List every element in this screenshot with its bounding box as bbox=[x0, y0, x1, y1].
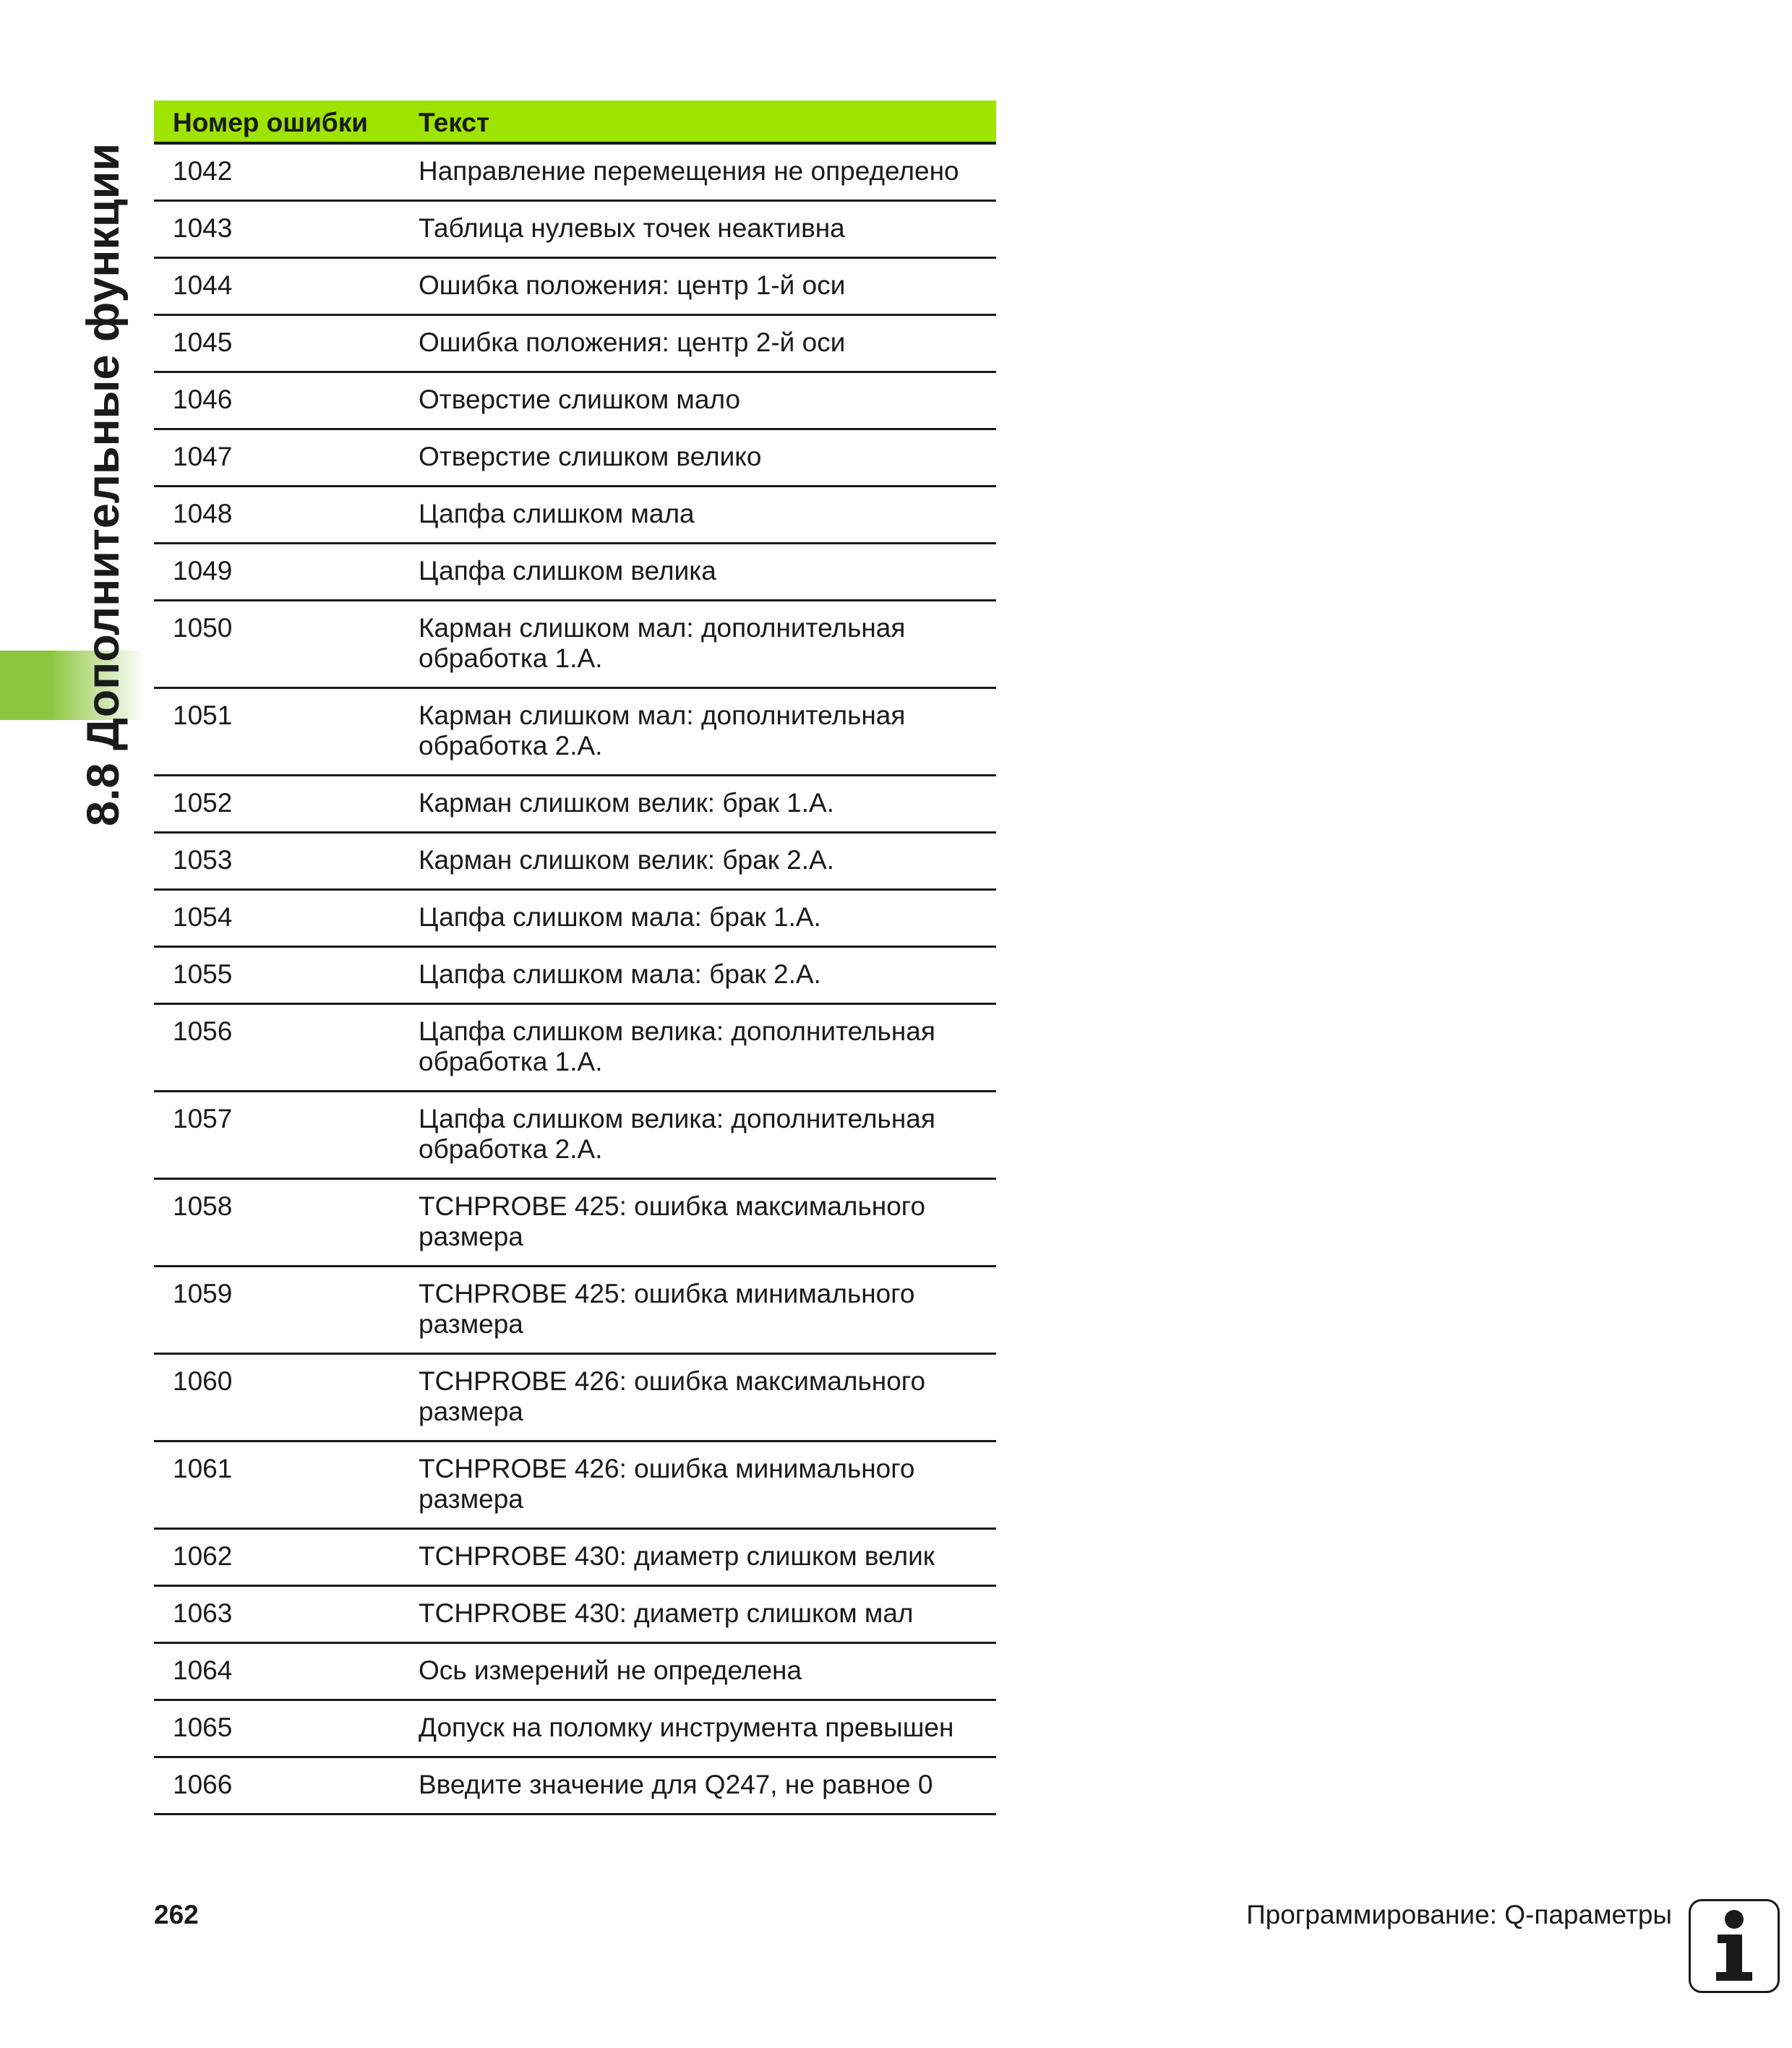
error-number-cell: 1045 bbox=[154, 315, 411, 372]
table-row bbox=[154, 601, 996, 688]
error-text-cell: Отверстие слишком велико bbox=[411, 429, 996, 487]
table-row bbox=[154, 258, 996, 315]
error-number-cell: 1049 bbox=[154, 544, 411, 601]
chapter-title: 8.8 Дополнительные функции bbox=[78, 142, 129, 826]
table-row bbox=[154, 1643, 996, 1700]
table-row bbox=[154, 1267, 996, 1354]
error-number-cell: 1052 bbox=[154, 776, 411, 833]
error-text-cell: Цапфа слишком велика: дополнительная обработка 2.A. bbox=[411, 1092, 996, 1179]
page-number: 262 bbox=[154, 1900, 199, 1929]
error-number-cell: 1046 bbox=[154, 372, 411, 429]
error-text-cell: Карман слишком велик: брак 2.A. bbox=[411, 833, 996, 890]
error-text-cell: Цапфа слишком мала: брак 1.A. bbox=[411, 890, 996, 947]
error-number-cell: 1050 bbox=[154, 601, 411, 688]
table-body bbox=[154, 143, 996, 1815]
error-number-cell: 1057 bbox=[154, 1092, 411, 1179]
error-text-cell: Ось измерений не определена bbox=[411, 1643, 996, 1700]
error-number-cell: 1042 bbox=[154, 143, 411, 201]
error-text-cell: Допуск на поломку инструмента превышен bbox=[411, 1700, 996, 1757]
error-number-cell: 1059 bbox=[154, 1267, 411, 1354]
table-row bbox=[154, 1700, 996, 1757]
table-row bbox=[154, 947, 996, 1004]
table-row bbox=[154, 1529, 996, 1586]
error-number-cell: 1048 bbox=[154, 487, 411, 544]
info-box bbox=[1689, 1899, 1780, 1993]
error-number-cell: 1051 bbox=[154, 688, 411, 776]
error-number-cell: 1055 bbox=[154, 947, 411, 1004]
error-text-cell: TCHPROBE 430: диаметр слишком мал bbox=[411, 1586, 996, 1643]
error-number-cell: 1060 bbox=[154, 1354, 411, 1441]
error-text-cell: Цапфа слишком мала bbox=[411, 487, 996, 544]
table-row bbox=[154, 544, 996, 601]
error-text-cell: Направление перемещения не определено bbox=[411, 143, 996, 201]
table-row bbox=[154, 776, 996, 833]
table-row bbox=[154, 201, 996, 258]
table-header-row bbox=[154, 100, 996, 143]
error-text-cell: Таблица нулевых точек неактивна bbox=[411, 201, 996, 258]
header-error-number: Номер ошибки bbox=[154, 100, 411, 143]
error-text-cell: Отверстие слишком мало bbox=[411, 372, 996, 429]
error-number-cell: 1043 bbox=[154, 201, 411, 258]
error-number-cell: 1062 bbox=[154, 1529, 411, 1586]
error-text-cell: Ошибка положения: центр 2-й оси bbox=[411, 315, 996, 372]
table-row bbox=[154, 143, 996, 201]
info-icon bbox=[1709, 1908, 1759, 1984]
error-number-cell: 1061 bbox=[154, 1441, 411, 1529]
error-number-cell: 1058 bbox=[154, 1179, 411, 1267]
table-row bbox=[154, 833, 996, 890]
error-number-cell: 1056 bbox=[154, 1004, 411, 1092]
table-row bbox=[154, 688, 996, 776]
table-row bbox=[154, 1179, 996, 1267]
error-text-cell: Цапфа слишком мала: брак 2.A. bbox=[411, 947, 996, 1004]
table-row bbox=[154, 1004, 996, 1092]
error-table bbox=[154, 100, 996, 1815]
error-number-cell: 1044 bbox=[154, 258, 411, 315]
table-row bbox=[154, 1586, 996, 1643]
table-row bbox=[154, 487, 996, 544]
error-text-cell: TCHPROBE 425: ошибка максимального размера bbox=[411, 1179, 996, 1267]
table-row bbox=[154, 1757, 996, 1815]
table-row bbox=[154, 890, 996, 947]
error-text-cell: Цапфа слишком велика: дополнительная обработка 1.A. bbox=[411, 1004, 996, 1092]
table-row bbox=[154, 429, 996, 487]
error-text-cell: TCHPROBE 425: ошибка минимального размера bbox=[411, 1267, 996, 1354]
error-text-cell: TCHPROBE 426: ошибка максимального размера bbox=[411, 1354, 996, 1441]
error-number-cell: 1064 bbox=[154, 1643, 411, 1700]
error-text-cell: Ошибка положения: центр 1-й оси bbox=[411, 258, 996, 315]
error-text-cell: Введите значение для Q247, не равное 0 bbox=[411, 1757, 996, 1815]
table-row bbox=[154, 372, 996, 429]
error-text-cell: Карман слишком мал: дополнительная обработка 2.A. bbox=[411, 688, 996, 776]
header-text: Текст bbox=[411, 100, 996, 143]
error-text-cell: Карман слишком мал: дополнительная обработка 1.A. bbox=[411, 601, 996, 688]
error-number-cell: 1066 bbox=[154, 1757, 411, 1815]
error-number-cell: 1054 bbox=[154, 890, 411, 947]
table-row bbox=[154, 1092, 996, 1179]
error-text-cell: TCHPROBE 426: ошибка минимального размера bbox=[411, 1441, 996, 1529]
footer-chapter-title: Программирование: Q-параметры bbox=[1246, 1900, 1672, 1929]
table-row bbox=[154, 1354, 996, 1441]
error-number-cell: 1047 bbox=[154, 429, 411, 487]
table-row bbox=[154, 1441, 996, 1529]
error-text-cell: Цапфа слишком велика bbox=[411, 544, 996, 601]
error-text-cell: Карман слишком велик: брак 1.A. bbox=[411, 776, 996, 833]
error-number-cell: 1063 bbox=[154, 1586, 411, 1643]
error-number-cell: 1053 bbox=[154, 833, 411, 890]
error-text-cell: TCHPROBE 430: диаметр слишком велик bbox=[411, 1529, 996, 1586]
error-number-cell: 1065 bbox=[154, 1700, 411, 1757]
table-row bbox=[154, 315, 996, 372]
